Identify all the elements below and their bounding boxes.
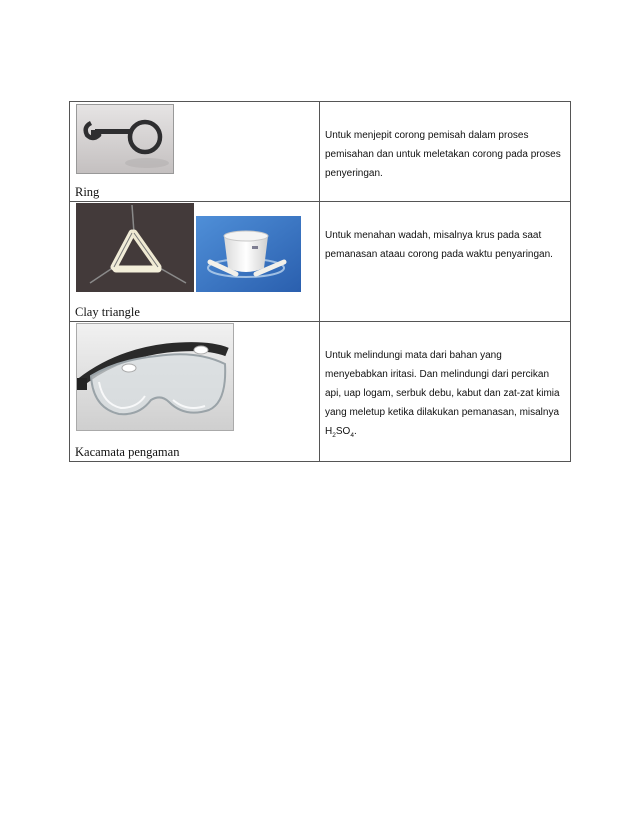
equipment-name: Ring: [75, 185, 100, 199]
crucible-icon: [196, 216, 301, 292]
equipment-description: [320, 322, 570, 441]
image-cell: [70, 102, 320, 202]
ring-icon: [77, 105, 173, 173]
image-cell: [70, 202, 320, 322]
description-cell: [320, 102, 571, 202]
description-cell: [320, 202, 571, 322]
clay-triangle-photo: [76, 203, 194, 292]
crucible-on-triangle-photo: [196, 216, 301, 292]
formula-subscript: 4: [350, 432, 354, 439]
table-row: [70, 322, 571, 462]
equipment-description: Untuk menahan wadah, misalnya krus pada saat pemanasan ataau corong pada waktu penyaringan.: [325, 230, 553, 260]
image-cell: [70, 322, 320, 462]
table-row: [70, 202, 571, 322]
equipment-name: Clay triangle: [75, 305, 140, 319]
description-text: Untuk melindungi mata dari bahan yang menyebabkan iritasi. Dan melindungi dari percikan api, uap logam, serbuk debu, kabut dan zat-zat kimia yang meletup ketika dilakukan pemanasan, misalnya H: [325, 350, 560, 437]
safety-goggles-icon: [77, 324, 233, 430]
table-row: [70, 102, 571, 202]
description-cell: [320, 322, 571, 462]
formula-subscript: 2: [332, 432, 336, 439]
equipment-table: [69, 101, 571, 462]
formula-text: SO: [335, 426, 351, 437]
ring-clamp-photo: [76, 104, 174, 174]
equipment-description: Untuk menjepit corong pemisah dalam proses pemisahan dan untuk meletakan corong pada proses penyeringan.: [325, 130, 561, 179]
clay-triangle-icon: [76, 203, 194, 292]
equipment-name: Kacamata pengaman: [75, 445, 180, 459]
safety-goggles-photo: [76, 323, 234, 431]
description-end: .: [353, 426, 357, 437]
